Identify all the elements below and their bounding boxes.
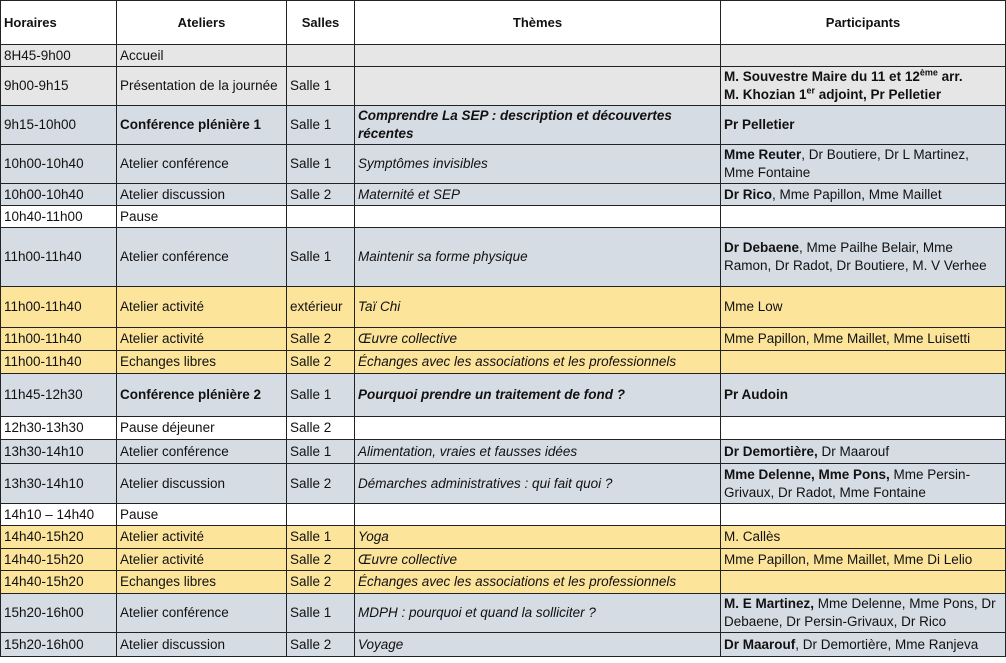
cell-time: 14h10 – 14h40 xyxy=(1,504,117,526)
cell-salle: Salle 2 xyxy=(287,351,355,374)
cell-salle: Salle 1 xyxy=(287,526,355,549)
participants-rest: Dr Maarouf xyxy=(817,443,890,459)
cell-salle xyxy=(287,45,355,67)
cell-atelier: Pause déjeuner xyxy=(117,417,287,440)
participants-lead: Mme Reuter xyxy=(724,147,802,162)
cell-participants xyxy=(721,206,1006,228)
table-row xyxy=(1,145,1006,184)
cell-time: 11h00-11h40 xyxy=(1,228,117,287)
participants-rest: Mme Papillon, Mme Maillet, Mme Luisetti xyxy=(724,331,971,346)
cell-theme: Maintenir sa forme physique xyxy=(355,228,721,287)
cell-salle: Salle 1 xyxy=(287,145,355,184)
cell-participants xyxy=(721,633,1006,657)
table-row xyxy=(1,287,1006,328)
table-row xyxy=(1,67,1006,106)
cell-atelier: Atelier discussion xyxy=(117,464,287,504)
cell-atelier: Pause xyxy=(117,206,287,228)
cell-salle: Salle 1 xyxy=(287,594,355,633)
cell-salle: Salle 2 xyxy=(287,184,355,206)
cell-theme: Symptômes invisibles xyxy=(355,145,721,184)
table-row xyxy=(1,206,1006,228)
cell-participants xyxy=(721,549,1006,571)
cell-theme: Œuvre collective xyxy=(355,328,721,351)
table-row xyxy=(1,504,1006,526)
participants-text: M. Souvestre Maire du 11 et 12 xyxy=(724,69,920,84)
table-row xyxy=(1,549,1006,571)
cell-atelier: Atelier conférence xyxy=(117,228,287,287)
cell-participants xyxy=(721,45,1006,67)
cell-participants xyxy=(721,440,1006,464)
table-row xyxy=(1,328,1006,351)
cell-time: 11h45-12h30 xyxy=(1,374,117,417)
cell-salle: Salle 2 xyxy=(287,571,355,594)
participants-rest: Mme Persin-Grivaux, Dr Radot, Mme Fontaine xyxy=(724,466,971,500)
cell-theme: Échanges avec les associations et les professionnels xyxy=(355,571,721,594)
cell-atelier: Atelier conférence xyxy=(117,145,287,184)
header-ateliers: Ateliers xyxy=(117,1,287,45)
cell-atelier: Pause xyxy=(117,504,287,526)
cell-salle: Salle 1 xyxy=(287,67,355,106)
cell-participants xyxy=(721,374,1006,417)
cell-time: 15h20-16h00 xyxy=(1,594,117,633)
cell-time: 15h20-16h00 xyxy=(1,633,117,657)
table-row xyxy=(1,440,1006,464)
participants-rest: M. Callès xyxy=(724,529,781,544)
cell-participants xyxy=(721,571,1006,594)
participants-rest: Mme Low xyxy=(724,299,783,314)
participants-lead: Mme Delenne, Mme Pons, xyxy=(724,466,890,482)
participants-text: M. Khozian 1 xyxy=(724,87,807,102)
cell-atelier: Echanges libres xyxy=(117,571,287,594)
cell-salle: Salle 2 xyxy=(287,549,355,571)
cell-participants xyxy=(721,526,1006,549)
cell-time: 13h30-14h10 xyxy=(1,464,117,504)
cell-atelier: Atelier activité xyxy=(117,287,287,328)
cell-salle: Salle 1 xyxy=(287,440,355,464)
cell-participants xyxy=(721,417,1006,440)
participants-rest: , Mme Papillon, Mme Maillet xyxy=(772,186,942,202)
cell-salle: extérieur xyxy=(287,287,355,328)
cell-time: 10h40-11h00 xyxy=(1,206,117,228)
cell-participants xyxy=(721,228,1006,287)
cell-participants xyxy=(721,351,1006,374)
cell-participants xyxy=(721,328,1006,351)
cell-theme xyxy=(355,504,721,526)
table-row xyxy=(1,45,1006,67)
participants-lead: Pr Pelletier xyxy=(724,117,795,132)
participants-lead: M. E Martinez, xyxy=(724,596,815,611)
participants-line-2 xyxy=(724,86,1002,104)
table-row xyxy=(1,526,1006,549)
cell-time: 13h30-14h10 xyxy=(1,440,117,464)
table-row xyxy=(1,374,1006,417)
cell-participants xyxy=(721,594,1006,633)
cell-participants xyxy=(721,287,1006,328)
cell-atelier: Atelier conférence xyxy=(117,440,287,464)
table-row xyxy=(1,106,1006,145)
cell-salle: Salle 2 xyxy=(287,328,355,351)
cell-time: 10h00-10h40 xyxy=(1,145,117,184)
cell-salle xyxy=(287,206,355,228)
cell-theme: Yoga xyxy=(355,526,721,549)
participants-lead: Dr Debaene xyxy=(724,240,800,255)
cell-theme: Maternité et SEP xyxy=(355,184,721,206)
cell-salle: Salle 1 xyxy=(287,228,355,287)
cell-theme xyxy=(355,417,721,440)
cell-theme: Taï Chi xyxy=(355,287,721,328)
cell-time: 11h00-11h40 xyxy=(1,328,117,351)
participants-rest: , Mme Pailhe Belair, Mme Ramon, Dr Radot, Dr Boutiere, M. V Verhee xyxy=(724,240,987,273)
participants-rest: Mme Papillon, Mme Maillet, Mme Di Lelio xyxy=(724,551,973,567)
cell-theme: Alimentation, vraies et fausses idées xyxy=(355,440,721,464)
cell-atelier: Atelier conférence xyxy=(117,594,287,633)
cell-participants xyxy=(721,67,1006,106)
cell-salle xyxy=(287,504,355,526)
participants-lead: Dr Maarouf xyxy=(724,636,796,652)
header-salles: Salles xyxy=(287,1,355,45)
cell-theme: Échanges avec les associations et les professionnels xyxy=(355,351,721,374)
header-themes: Thèmes xyxy=(355,1,721,45)
cell-time: 14h40-15h20 xyxy=(1,549,117,571)
participants-lead: Pr Audoin xyxy=(724,387,788,402)
cell-atelier: Accueil xyxy=(117,45,287,67)
cell-salle: Salle 2 xyxy=(287,417,355,440)
cell-atelier: Atelier activité xyxy=(117,526,287,549)
cell-theme xyxy=(355,67,721,106)
cell-time: 14h40-15h20 xyxy=(1,571,117,594)
cell-time: 11h00-11h40 xyxy=(1,287,117,328)
cell-time: 11h00-11h40 xyxy=(1,351,117,374)
cell-atelier: Atelier discussion xyxy=(117,184,287,206)
cell-atelier: Echanges libres xyxy=(117,351,287,374)
cell-participants xyxy=(721,464,1006,504)
cell-participants xyxy=(721,504,1006,526)
cell-time: 12h30-13h30 xyxy=(1,417,117,440)
cell-theme: Démarches administratives : qui fait quoi ? xyxy=(355,464,721,504)
participants-text: adjoint, Pr Pelletier xyxy=(815,87,942,102)
cell-theme: Pourquoi prendre un traitement de fond ? xyxy=(355,374,721,417)
table-row xyxy=(1,351,1006,374)
cell-theme: Comprendre La SEP : description et découvertes récentes xyxy=(355,106,721,145)
cell-atelier: Présentation de la journée xyxy=(117,67,287,106)
table-row xyxy=(1,464,1006,504)
cell-participants xyxy=(721,106,1006,145)
cell-time: 14h40-15h20 xyxy=(1,526,117,549)
cell-time: 9h00-9h15 xyxy=(1,67,117,106)
cell-time: 8H45-9h00 xyxy=(1,45,117,67)
participants-rest: , Dr Demortière, Mme Ranjeva xyxy=(795,636,979,652)
cell-atelier: Conférence plénière 2 xyxy=(117,374,287,417)
cell-atelier: Conférence plénière 1 xyxy=(117,106,287,145)
table-row xyxy=(1,594,1006,633)
superscript: er xyxy=(806,85,816,96)
table-row xyxy=(1,571,1006,594)
cell-participants xyxy=(721,145,1006,184)
participants-lead: Dr Rico xyxy=(724,186,773,202)
cell-theme: Voyage xyxy=(355,633,721,657)
cell-participants xyxy=(721,184,1006,206)
participants-lead: Dr Demortière, xyxy=(724,443,818,459)
cell-atelier: Atelier activité xyxy=(117,549,287,571)
participants-text: arr. xyxy=(937,69,963,84)
participants-line-1 xyxy=(724,68,1002,86)
header-row xyxy=(1,1,1006,45)
cell-atelier: Atelier discussion xyxy=(117,633,287,657)
cell-atelier: Atelier activité xyxy=(117,328,287,351)
cell-theme: MDPH : pourquoi et quand la solliciter ? xyxy=(355,594,721,633)
cell-time: 9h15-10h00 xyxy=(1,106,117,145)
table-row xyxy=(1,633,1006,657)
cell-salle: Salle 1 xyxy=(287,106,355,145)
header-horaires: Horaires xyxy=(1,1,117,45)
header-participants: Participants xyxy=(721,1,1006,45)
cell-time: 10h00-10h40 xyxy=(1,184,117,206)
participants-rest: Mme Delenne, Mme Pons, Dr Debaene, Dr Persin-Grivaux, Dr Rico xyxy=(724,596,996,629)
table-row xyxy=(1,228,1006,287)
cell-salle: Salle 2 xyxy=(287,633,355,657)
cell-theme: Œuvre collective xyxy=(355,549,721,571)
cell-theme xyxy=(355,45,721,67)
cell-theme xyxy=(355,206,721,228)
superscript: ème xyxy=(919,67,938,78)
cell-salle: Salle 1 xyxy=(287,374,355,417)
table-row xyxy=(1,184,1006,206)
table-row xyxy=(1,417,1006,440)
participants-rest: , Dr Boutiere, Dr L Martinez, Mme Fontaine xyxy=(724,147,969,180)
cell-salle: Salle 2 xyxy=(287,464,355,504)
